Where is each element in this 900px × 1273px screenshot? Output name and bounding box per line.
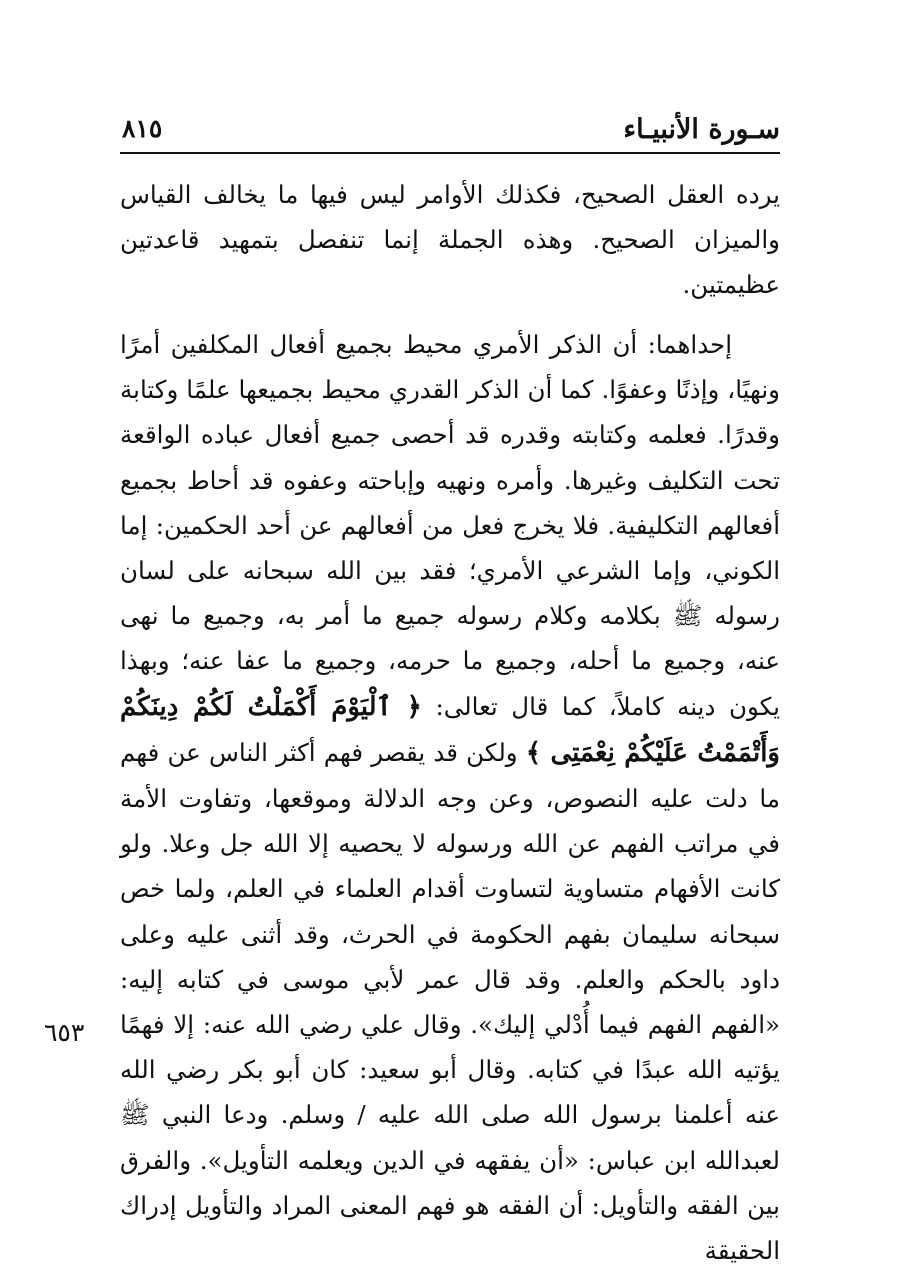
running-header xyxy=(120,112,780,154)
paragraph-2-text-before-quote: إحداهما: أن الذكر الأمري محيط بجميع أفعال المكلفين أمرًا ونهيًا، وإذنًا وعفوًا. كما أن الذكر القدري محيط بجميعها علمًا وكتابة وقدرًا. فعلمه وكتابته وقدره قد أحصى جميع أفعال عباده الواقعة تحت التكليف وغيرها. وأمره ونهيه وإباحته وعفوه قد أحاط بجميع أفعالهم التكليفية. فلا يخرج فعل من أفعالهم عن أحد الحكمين: إما الكوني، وإما الشرعي الأمري؛ فقد بين الله سبحانه على لسان رسوله ﷺ بكلامه وكلام رسوله جميع ما أمر به، وجميع ما نهى عنه، وجميع ما أحله، وجميع ما حرمه، وجميع ما عفا عنه؛ وبهذا يكون دينه كاملاً، كما قال تعالى: xyxy=(120,330,780,721)
paragraph-1: يرده العقل الصحيح، فكذلك الأوامر ليس فيها ما يخالف القياس والميزان الصحيح. وهذه الجملة إنما تنفصل بتمهيد قاعدتين عظيمتين. xyxy=(120,180,780,300)
surah-title: سـورة الأنبيـاء xyxy=(623,114,780,145)
quran-quote: ﴿ ٱلْيَوْمَ أَكْمَلْتُ لَكُمْ دِينَكُمْ وَأَتْمَمْتُ عَلَيْكُمْ نِعْمَتِى ﴾ xyxy=(120,691,780,768)
page-number: ٨١٥ xyxy=(122,114,163,143)
paragraph-2-text-after-quote: ولكن قد يقصر فهم أكثر الناس عن فهم ما دلت عليه النصوص، وعن وجه الدلالة وموقعها، وتفاوت الأمة في مراتب الفهم عن الله ورسوله لا يحصيه إلا الله جل وعلا. ولو كانت الأفهام متساوية لتساوت أقدام العلماء في العلم، ولما خص سبحانه سليمان بفهم الحكومة في الحرث، وقد أثنى عليه وعلى داود بالحكم والعلم. وقد قال عمر لأبي موسى في كتابه إليه: «الفهم الفهم فيما أُدْلي إليك». وقال علي رضي الله عنه: إلا فهمًا يؤتيه الله عبدًا في كتابه. وقال أبو سعيد: كان أبو بكر رضي الله عنه أعلمنا برسول الله صلى الله عليه / وسلم. ودعا النبي ﷺ لعبدالله ابن عباس: «أن يفقهه في الدين ويعلمه التأويل». والفرق بين الفقه والتأويل: أن الفقه هو فهم المعنى المراد والتأويل إدراك الحقيقة xyxy=(120,737,780,1266)
paragraph-2 xyxy=(120,322,780,1273)
margin-page-number: ٦٥٣ xyxy=(44,1018,85,1047)
